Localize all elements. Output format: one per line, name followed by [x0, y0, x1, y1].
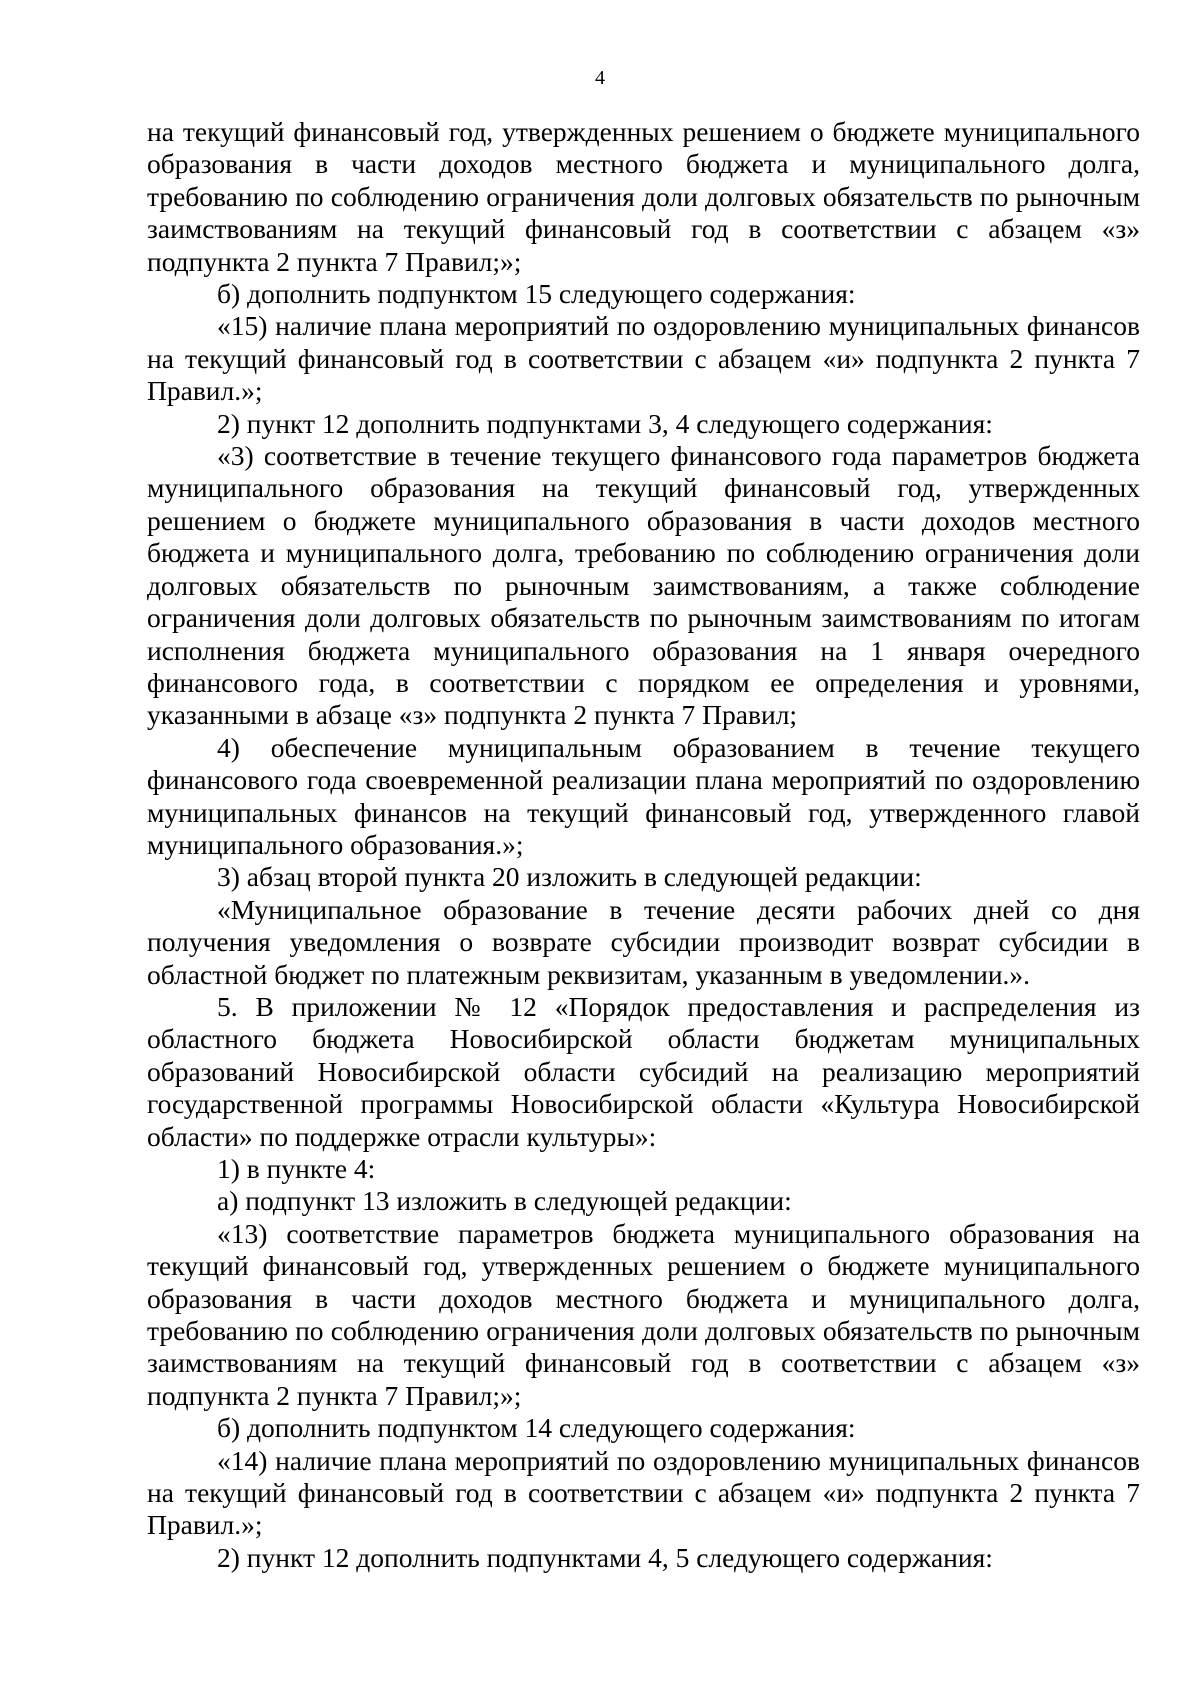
document-body — [147, 116, 1140, 1574]
paragraph: а) подпункт 13 изложить в следующей редакции: — [217, 1185, 792, 1217]
paragraph: «14) наличие плана мероприятий по оздоровлению муниципальных финансов на текущий финансовый год в соответствии с абзацем «и» подпункта 2 пункта 7 Правил.»; — [147, 1444, 1140, 1541]
paragraph: «3) соответствие в течение текущего финансового года параметров бюджета муниципального образования на текущий финансовый год, утвержденных решением о бюджете муниципального образования в части доходов местного бюджета и муниципального долга, требованию по соблюдению ограничения доли долговых обязательств по рыночным заимствованиям, а также соблюдение ограничения доли долговых обязательств по рыночным заимствованиям по итогам исполнения бюджета муниципального образования на 1 января очередного финансового года, в соответствии с порядком ее определения и уровнями, указанными в абзаце «з» подпункта 2 пункта 7 Правил; — [147, 440, 1140, 731]
paragraph: 3) абзац второй пункта 20 изложить в следующей редакции: — [217, 861, 922, 893]
paragraph: 2) пункт 12 дополнить подпунктами 4, 5 следующего содержания: — [217, 1541, 993, 1573]
paragraph: 2) пункт 12 дополнить подпунктами 3, 4 следующего содержания: — [217, 407, 993, 439]
paragraph: 5. В приложении № 12 «Порядок предоставления и распределения из областного бюджета Новосибирской области бюджетам муниципальных образований Новосибирской области субсидий на реализацию мероприятий государственной программы Новосибирской области «Культура Новосибирской области» по поддержке отрасли культуры»: — [147, 990, 1140, 1152]
paragraph: «15) наличие плана мероприятий по оздоровлению муниципальных финансов на текущий финансовый год в соответствии с абзацем «и» подпункта 2 пункта 7 Правил.»; — [147, 310, 1140, 407]
paragraph: «Муниципальное образование в течение десяти рабочих дней со дня получения уведомления о возврате субсидии производит возврат субсидии в областной бюджет по платежным реквизитам, указанным в уведомлении.». — [147, 893, 1140, 990]
paragraph: 4) обеспечение муниципальным образованием в течение текущего финансового года своевременной реализации плана мероприятий по оздоровлению муниципальных финансов на текущий финансовый год, утвержденного главой муниципального образования.»; — [147, 731, 1140, 860]
paragraph: б) дополнить подпунктом 14 следующего содержания: — [217, 1412, 856, 1444]
page-number: 4 — [595, 67, 605, 89]
paragraph: «13) соответствие параметров бюджета муниципального образования на текущий финансовый год, утвержденных решением о бюджете муниципального образования в части доходов местного бюджета и муниципального долга, требованию по соблюдению ограничения доли долговых обязательств по рыночным заимствованиям на текущий финансовый год в соответствии с абзацем «з» подпункта 2 пункта 7 Правил;»; — [147, 1217, 1140, 1411]
paragraph: б) дополнить подпунктом 15 следующего содержания: — [217, 278, 856, 310]
paragraph: 1) в пункте 4: — [217, 1153, 376, 1184]
paragraph: на текущий финансовый год, утвержденных решением о бюджете муниципального образования в части доходов местного бюджета и муниципального долга, требованию по соблюдению ограничения доли долговых обязательств по рыночным заимствованиям на текущий финансовый год в соответствии с абзацем «з» подпункта 2 пункта 7 Правил;»; — [147, 116, 1140, 277]
